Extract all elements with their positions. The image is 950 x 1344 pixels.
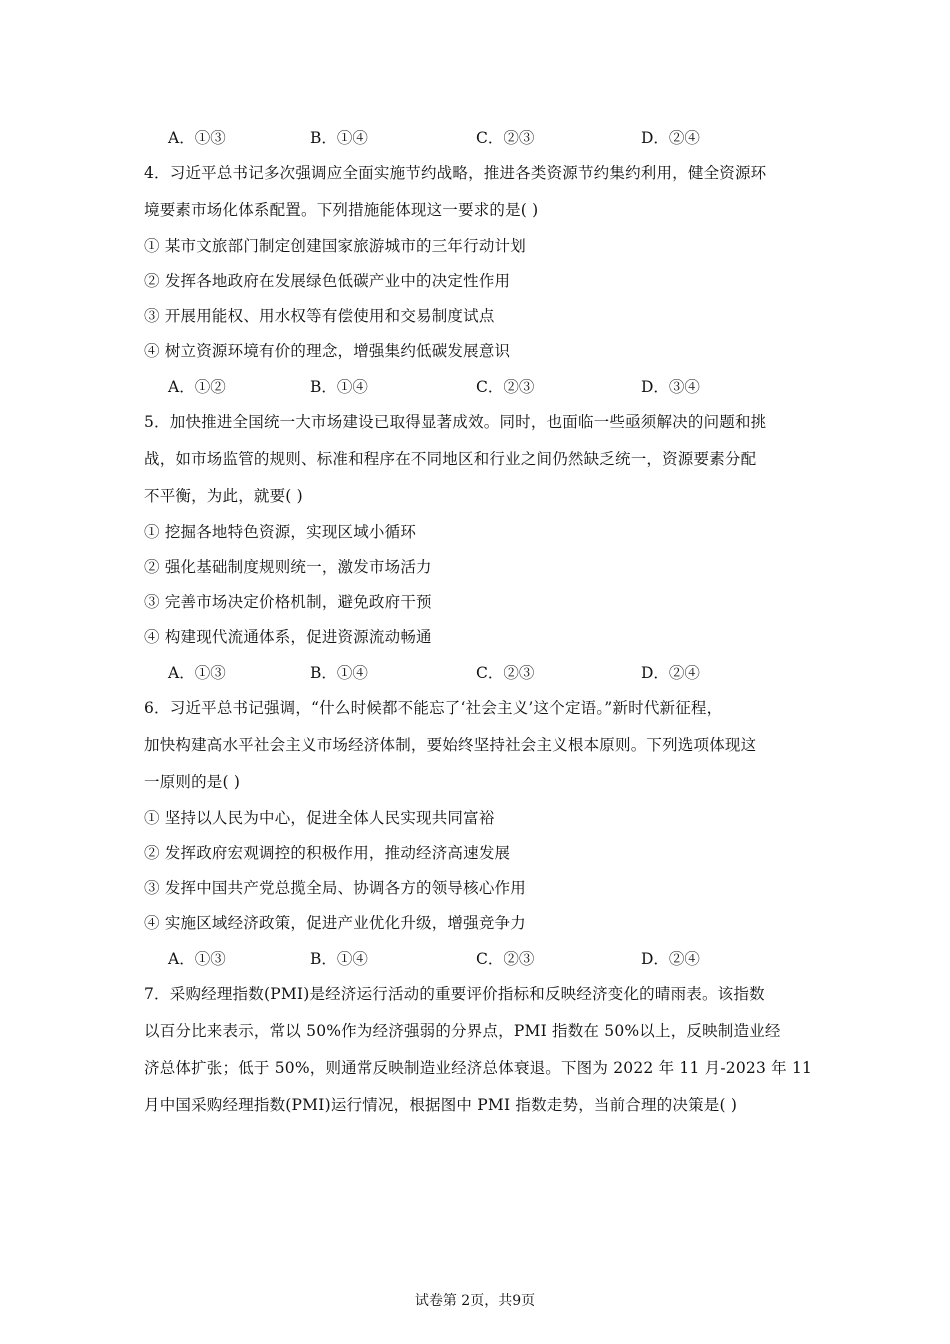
q5-option-a[interactable]: A．①③ [168, 664, 226, 682]
q3-option-a[interactable]: A．①③ [168, 129, 226, 147]
q3-options [168, 128, 808, 148]
q5-item-4: ④ 构建现代流通体系，促进资源流动畅通 [144, 628, 432, 646]
q7-stem-line: 济总体扩张；低于 50%，则通常反映制造业经济总体衰退。下图为 2022 年 11 月-2023 年 11 [144, 1059, 813, 1077]
q5-item-3: ③ 完善市场决定价格机制，避免政府干预 [144, 593, 432, 611]
q6-option-b[interactable]: B．①④ [310, 950, 368, 968]
q5-option-d[interactable]: D．②④ [641, 664, 700, 682]
q5-stem-line: 战，如市场监管的规则、标准和程序在不同地区和行业之间仍然缺乏统一，资源要素分配 [144, 450, 757, 468]
q6-item-3: ③ 发挥中国共产党总揽全局、协调各方的领导核心作用 [144, 879, 526, 897]
q5-item-2: ② 强化基础制度规则统一，激发市场活力 [144, 558, 432, 576]
q4-item-3: ③ 开展用能权、用水权等有偿使用和交易制度试点 [144, 307, 495, 325]
q6-item-2: ② 发挥政府宏观调控的积极作用，推动经济高速发展 [144, 844, 511, 862]
q3-option-b[interactable]: B．①④ [310, 129, 368, 147]
q4-option-a[interactable]: A．①② [168, 378, 226, 396]
q4-option-b[interactable]: B．①④ [310, 378, 368, 396]
q4-stem-line: 境要素市场化体系配置。下列措施能体现这一要求的是( ) [144, 201, 539, 219]
q7-stem-line: 7．采购经理指数(PMI)是经济运行活动的重要评价指标和反映经济变化的晴雨表。该指数 [144, 985, 765, 1003]
q6-stem-line: 加快构建高水平社会主义市场经济体制，要始终坚持社会主义根本原则。下列选项体现这 [144, 736, 757, 754]
q4-item-2: ② 发挥各地政府在发展绿色低碳产业中的决定性作用 [144, 272, 511, 290]
q4-option-d[interactable]: D．③④ [641, 378, 700, 396]
q6-options [168, 949, 808, 969]
q6-option-a[interactable]: A．①③ [168, 950, 226, 968]
q3-option-d[interactable]: D．②④ [641, 129, 700, 147]
q4-item-4: ④ 树立资源环境有价的理念，增强集约低碳发展意识 [144, 342, 511, 360]
q5-stem-line: 5．加快推进全国统一大市场建设已取得显著成效。同时，也面临一些亟须解决的问题和挑 [144, 413, 767, 431]
page-footer: 试卷第 2页，共9页 [414, 1293, 536, 1309]
q5-option-c[interactable]: C．②③ [476, 664, 535, 682]
q3-option-c[interactable]: C．②③ [476, 129, 535, 147]
q5-stem-line: 不平衡，为此，就要( ) [144, 487, 303, 505]
q4-option-c[interactable]: C．②③ [476, 378, 535, 396]
q4-stem-line: 4．习近平总书记多次强调应全面实施节约战略，推进各类资源节约集约利用，健全资源环 [144, 164, 767, 182]
q6-option-d[interactable]: D．②④ [641, 950, 700, 968]
q5-item-1: ① 挖掘各地特色资源，实现区域小循环 [144, 523, 417, 541]
q7-stem-line: 月中国采购经理指数(PMI)运行情况，根据图中 PMI 指数走势，当前合理的决策是( ) [144, 1096, 738, 1114]
q6-item-4: ④ 实施区域经济政策，促进产业优化升级，增强竞争力 [144, 914, 526, 932]
q7-stem-line: 以百分比来表示，常以 50%作为经济强弱的分界点，PMI 指数在 50%以上，反映制造业经 [144, 1022, 781, 1040]
q6-stem-line: 一原则的是( ) [144, 773, 241, 791]
q6-stem-line: 6．习近平总书记强调，“什么时候都不能忘了‘社会主义’这个定语。”新时代新征程， [144, 699, 723, 717]
q4-options [168, 377, 808, 397]
q5-options [168, 663, 808, 683]
q5-option-b[interactable]: B．①④ [310, 664, 368, 682]
q6-option-c[interactable]: C．②③ [476, 950, 535, 968]
q6-item-1: ① 坚持以人民为中心，促进全体人民实现共同富裕 [144, 809, 495, 827]
q4-item-1: ① 某市文旅部门制定创建国家旅游城市的三年行动计划 [144, 237, 526, 255]
